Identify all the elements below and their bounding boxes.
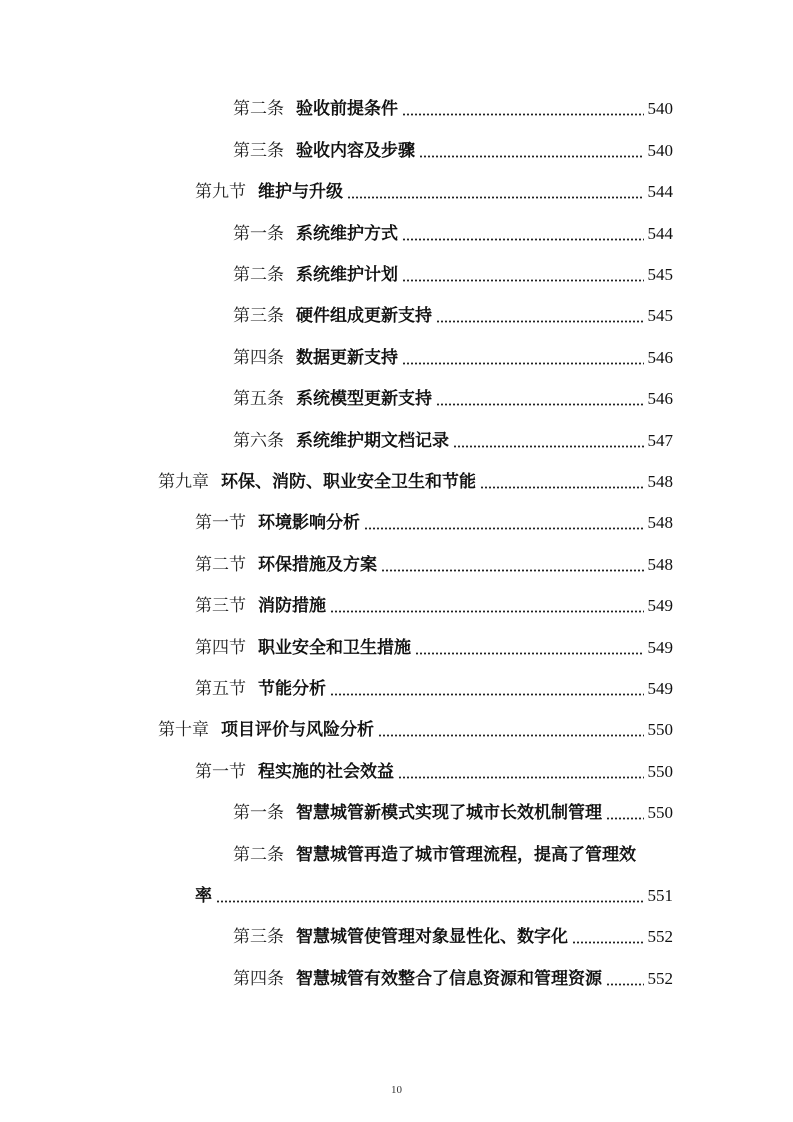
toc-entry[interactable] (233, 345, 673, 371)
entry-page: 549 (647, 638, 673, 657)
entry-title: 节能分析 (258, 679, 326, 699)
entry-number: 第四节 (195, 638, 246, 658)
entry-page: 552 (647, 927, 673, 946)
entry-page: 551 (647, 886, 673, 905)
entry-page: 544 (647, 224, 673, 243)
dot-leader (398, 776, 644, 779)
entry-title: 消防措施 (258, 596, 326, 616)
entry-title: 验收前提条件 (296, 99, 398, 119)
dot-leader (453, 445, 644, 448)
entry-number: 第三条 (233, 927, 284, 947)
entry-number: 第一节 (195, 762, 246, 782)
dot-leader (378, 734, 644, 737)
entry-number: 第九章 (158, 472, 209, 492)
toc-entry[interactable] (195, 635, 673, 661)
dot-leader (419, 155, 644, 158)
entry-title: 环境影响分析 (258, 513, 360, 533)
dot-leader (330, 693, 644, 696)
entry-page: 544 (647, 182, 673, 201)
toc-entry[interactable] (195, 510, 673, 536)
entry-title: 系统维护期文档记录 (296, 431, 449, 451)
entry-page: 540 (647, 141, 673, 160)
dot-leader (436, 403, 644, 406)
entry-title: 环保措施及方案 (258, 555, 377, 575)
entry-title-continuation: 率 (195, 886, 212, 906)
entry-title: 智慧城管有效整合了信息资源和管理资源 (296, 969, 602, 989)
entry-page: 548 (647, 472, 673, 491)
toc-entry[interactable] (233, 221, 673, 247)
entry-number: 第一节 (195, 513, 246, 533)
entry-page: 549 (647, 596, 673, 615)
entry-page: 550 (647, 720, 673, 739)
toc-entry[interactable] (195, 593, 673, 619)
dot-leader (402, 279, 644, 282)
toc-entry[interactable] (233, 386, 673, 412)
entry-page: 549 (647, 679, 673, 698)
entry-page: 547 (647, 431, 673, 450)
toc-entry[interactable] (195, 676, 673, 702)
entry-page: 546 (647, 348, 673, 367)
entry-title: 智慧城管再造了城市管理流程，提高了管理效 (296, 845, 636, 865)
entry-title: 智慧城管使管理对象显性化、数字化 (296, 927, 568, 947)
entry-number: 第二条 (233, 845, 284, 865)
dot-leader (436, 320, 644, 323)
toc-entry[interactable] (233, 842, 673, 868)
toc-entry[interactable] (233, 262, 673, 288)
dot-leader (402, 113, 644, 116)
entry-title: 维护与升级 (258, 182, 343, 202)
entry-number: 第四条 (233, 969, 284, 989)
entry-number: 第二节 (195, 555, 246, 575)
entry-number: 第三条 (233, 306, 284, 326)
entry-page: 550 (647, 762, 673, 781)
toc-entry[interactable] (233, 800, 673, 826)
entry-page: 545 (647, 306, 673, 325)
entry-number: 第二条 (233, 99, 284, 119)
dot-leader (606, 817, 644, 820)
entry-title: 硬件组成更新支持 (296, 306, 432, 326)
dot-leader (381, 569, 644, 572)
entry-title: 系统模型更新支持 (296, 389, 432, 409)
entry-number: 第六条 (233, 431, 284, 451)
toc-entry[interactable] (233, 966, 673, 992)
entry-number: 第二条 (233, 265, 284, 285)
entry-title: 验收内容及步骤 (296, 141, 415, 161)
entry-title: 项目评价与风险分析 (221, 720, 374, 740)
dot-leader (216, 900, 644, 903)
entry-number: 第四条 (233, 348, 284, 368)
entry-number: 第九节 (195, 182, 246, 202)
toc-entry[interactable] (233, 428, 673, 454)
dot-leader (572, 941, 644, 944)
entry-number: 第十章 (158, 720, 209, 740)
toc-entry[interactable] (233, 303, 673, 329)
dot-leader (364, 527, 644, 530)
entry-page: 540 (647, 99, 673, 118)
toc-entry[interactable] (195, 552, 673, 578)
toc-entry[interactable] (195, 179, 673, 205)
entry-number: 第一条 (233, 224, 284, 244)
entry-page: 546 (647, 389, 673, 408)
toc-entry[interactable] (195, 759, 673, 785)
toc-entry[interactable] (158, 717, 673, 743)
entry-page: 550 (647, 803, 673, 822)
entry-title: 环保、消防、职业安全卫生和节能 (221, 472, 476, 492)
dot-leader (330, 610, 644, 613)
entry-number: 第一条 (233, 803, 284, 823)
entry-title: 职业安全和卫生措施 (258, 638, 411, 658)
dot-leader (347, 196, 644, 199)
entry-title: 系统维护计划 (296, 265, 398, 285)
entry-title: 数据更新支持 (296, 348, 398, 368)
entry-page: 545 (647, 265, 673, 284)
entry-number: 第三节 (195, 596, 246, 616)
entry-number: 第三条 (233, 141, 284, 161)
toc-entry[interactable] (158, 469, 673, 495)
toc-entry[interactable] (233, 924, 673, 950)
dot-leader (402, 362, 644, 365)
entry-title: 智慧城管新模式实现了城市长效机制管理 (296, 803, 602, 823)
toc-entry[interactable] (233, 96, 673, 122)
entry-number: 第五条 (233, 389, 284, 409)
dot-leader (402, 238, 644, 241)
dot-leader (415, 652, 644, 655)
entry-page: 552 (647, 969, 673, 988)
entry-title: 系统维护方式 (296, 224, 398, 244)
entry-page: 548 (647, 555, 673, 574)
toc-entry[interactable] (233, 138, 673, 164)
entry-number: 第五节 (195, 679, 246, 699)
toc-entry-continuation[interactable] (195, 883, 673, 909)
dot-leader (606, 983, 644, 986)
entry-page: 548 (647, 513, 673, 532)
entry-title: 程实施的社会效益 (258, 762, 394, 782)
page-number: 10 (391, 1084, 402, 1096)
dot-leader (480, 486, 644, 489)
